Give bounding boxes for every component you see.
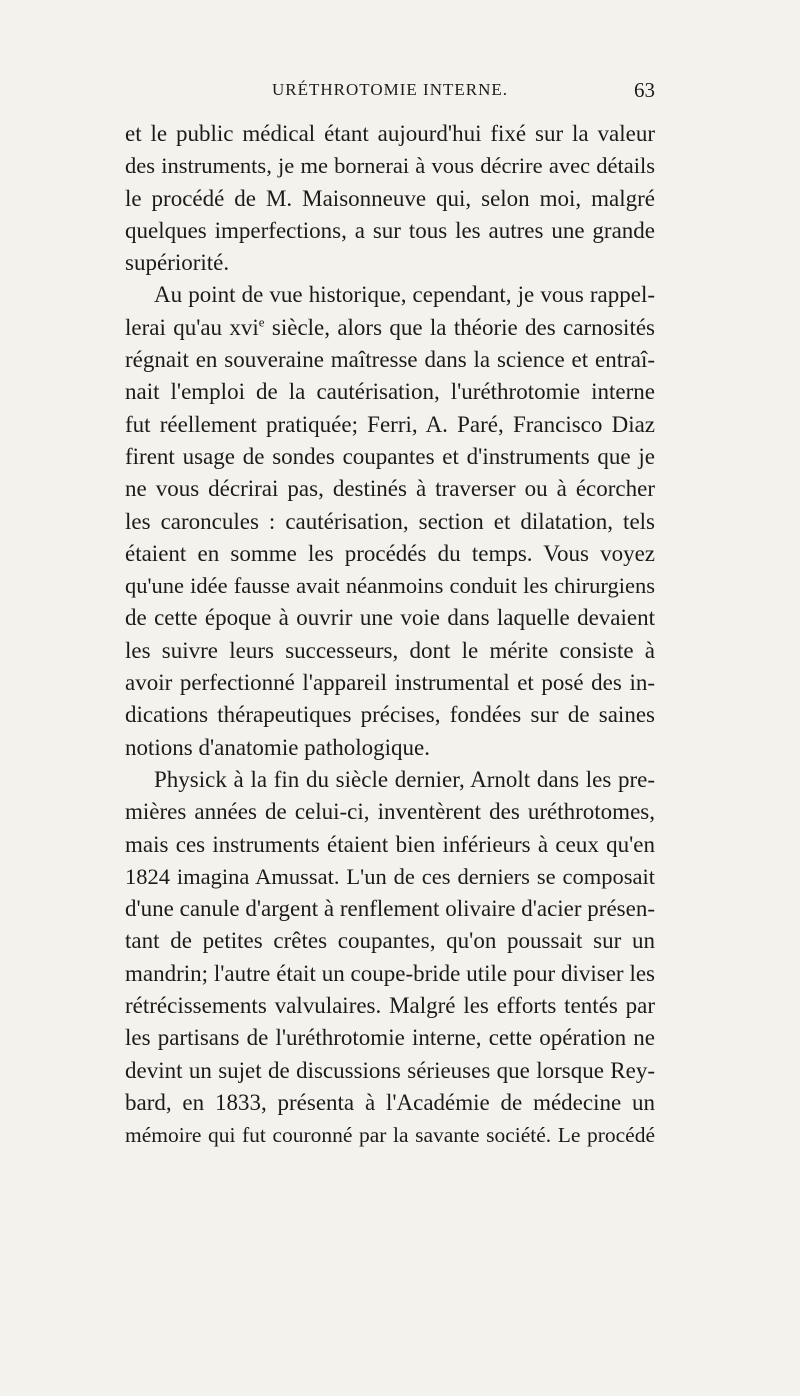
text-line: mières années de celui-ci, inventèrent des uréthrotomes, xyxy=(125,799,655,825)
text-line: dications thérapeutiques précises, fondées sur de saines xyxy=(125,702,655,728)
text-line: mandrin; l'autre était un coupe-bride utile pour diviser les xyxy=(125,960,655,986)
text-line: étaient en somme les procédés du temps. Vous voyez xyxy=(125,540,655,566)
text-line: ne vous décrirai pas, destinés à traverser ou à écorcher xyxy=(125,476,655,502)
text-line: d'une canule d'argent à renflement olivaire d'acier présen- xyxy=(125,896,655,922)
text-line: qu'une idée fausse avait néanmoins conduit les chirurgiens xyxy=(125,573,655,599)
text-line: 1824 imagina Amussat. L'un de ces derniers se composait xyxy=(125,863,655,889)
text-line xyxy=(125,312,655,344)
running-title: URÉTHROTOMIE INTERNE. xyxy=(272,80,508,99)
text-fragment: lerai qu'au xvi xyxy=(125,314,259,340)
superscript: e xyxy=(258,314,265,330)
text-line: Au point de vue historique, cependant, je vous rappel- xyxy=(154,282,655,308)
text-line: tant de petites crêtes coupantes, qu'on poussait sur un xyxy=(125,928,655,954)
text-fragment: siècle, alors que la théorie des carnosités xyxy=(264,314,655,340)
page-number: 63 xyxy=(634,78,655,102)
text-line: les partisans de l'uréthrotomie interne, cette opération ne xyxy=(125,1025,655,1051)
text-line: les suivre leurs successeurs, dont le mérite consiste à xyxy=(125,637,655,663)
text-line: le procédé de M. Maisonneuve qui, selon moi, malgré xyxy=(125,185,655,211)
text-line: fut réellement pratiquée; Ferri, A. Paré, Francisco Diaz xyxy=(125,411,655,437)
text-line: de cette époque à ouvrir une voie dans laquelle devaient xyxy=(125,605,655,631)
body-text xyxy=(125,118,655,1152)
text-line: nait l'emploi de la cautérisation, l'uréthrotomie interne xyxy=(125,379,655,405)
text-line: supériorité. xyxy=(125,250,230,276)
text-line: devint un sujet de discussions sérieuses que lorsque Rey- xyxy=(125,1057,655,1083)
running-header xyxy=(125,80,655,108)
text-line: mémoire qui fut couronné par la savante société. Le procédé xyxy=(125,1123,655,1148)
text-line: firent usage de sondes coupantes et d'instruments que je xyxy=(125,443,655,469)
text-line: des instruments, je me bornerai à vous décrire avec détails xyxy=(125,153,655,179)
text-line: avoir perfectionné l'appareil instrumental et posé des in- xyxy=(125,670,655,696)
text-line: quelques imperfections, a sur tous les autres une grande xyxy=(125,217,655,243)
text-line: régnait en souveraine maîtresse dans la science et entraî- xyxy=(125,347,655,373)
text-line: bard, en 1833, présenta à l'Académie de médecine un xyxy=(125,1089,655,1115)
text-line: mais ces instruments étaient bien inférieurs à ceux qu'en xyxy=(125,831,655,857)
text-line: les caroncules : cautérisation, section et dilatation, tels xyxy=(125,508,655,534)
text-line: et le public médical étant aujourd'hui fixé sur la valeur xyxy=(125,121,655,146)
text-line: Physick à la fin du siècle dernier, Arnolt dans les pre- xyxy=(154,766,655,792)
text-line: rétrécissements valvulaires. Malgré les efforts tentés par xyxy=(125,993,655,1019)
text-line: notions d'anatomie pathologique. xyxy=(125,734,431,760)
